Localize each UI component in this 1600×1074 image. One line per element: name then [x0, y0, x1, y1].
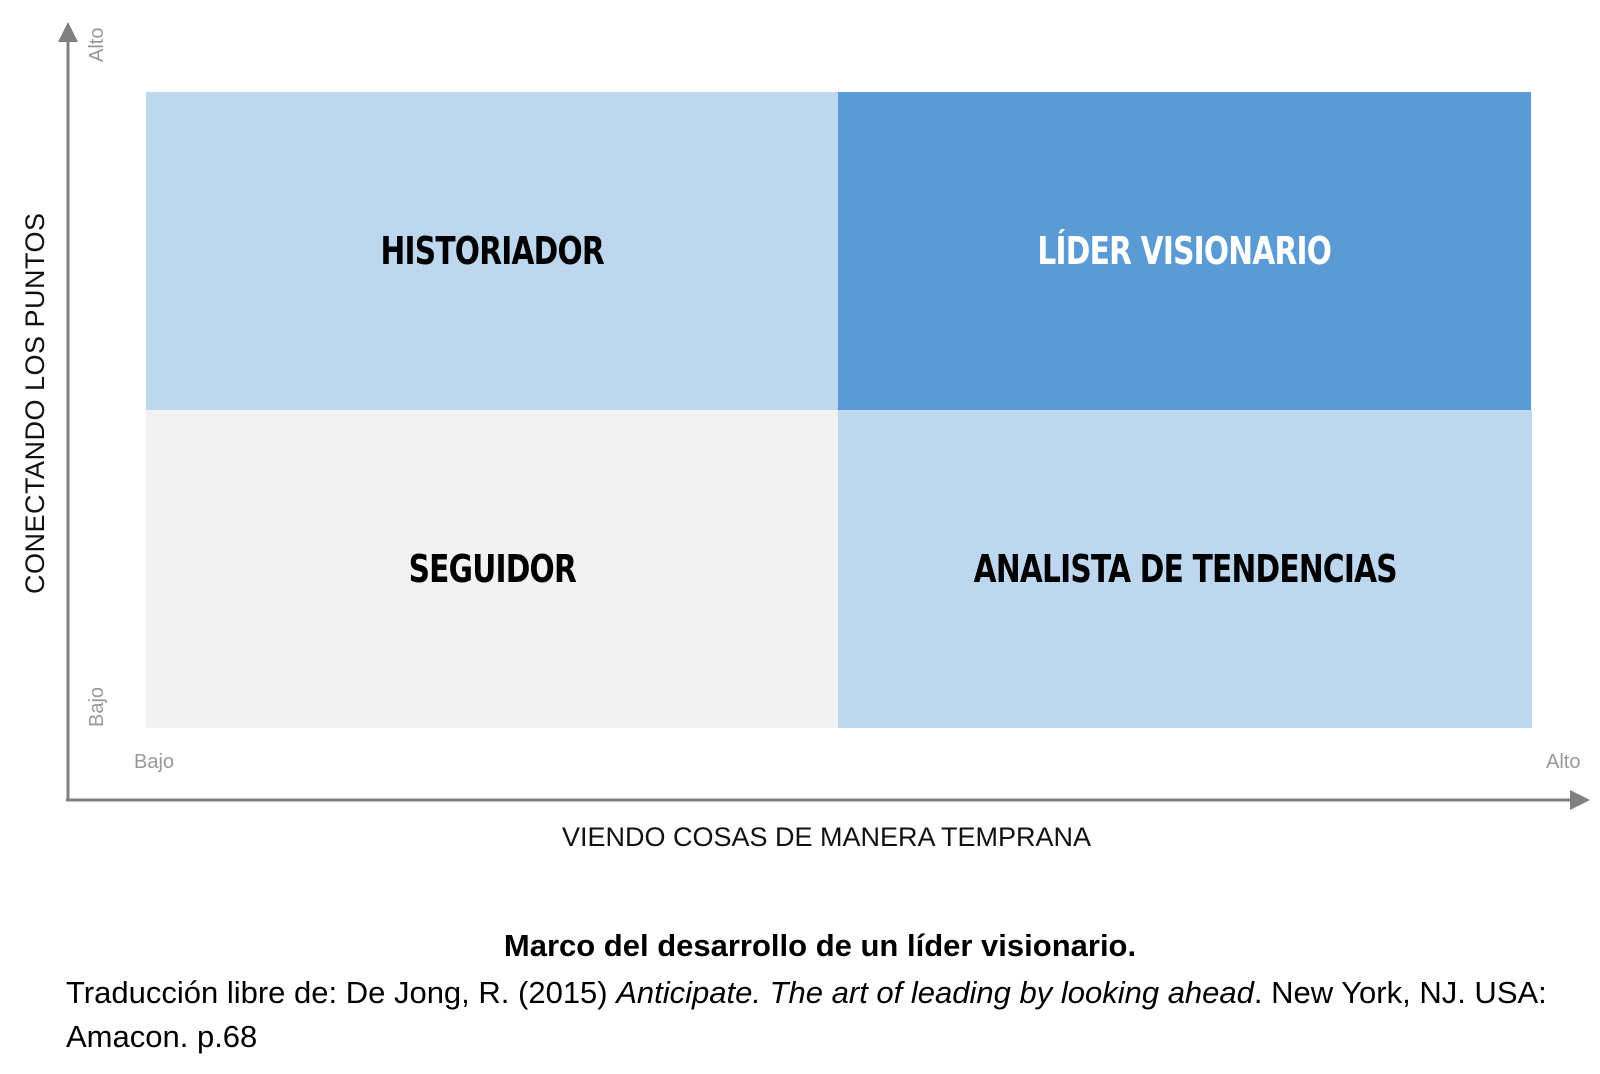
caption-title: Marco del desarrollo de un líder visionario.: [503, 928, 1137, 963]
caption-source-book: Anticipate. The art of leading by looking ahead: [616, 975, 1254, 1010]
caption-source-prefix: Traducción libre de: De Jong, R. (2015): [66, 975, 617, 1010]
quadrant-historiador: [146, 92, 838, 410]
quadrant-label-analista-de-tendencias: ANALISTA DE TENDENCIAS: [973, 547, 1397, 591]
y-axis-title: CONECTANDO LOS PUNTOS: [20, 212, 50, 594]
caption-source-suffix: . New York, NJ. USA: Amacon. p.68: [66, 975, 1547, 1054]
x-axis-arrow: [1570, 790, 1590, 810]
quadrant-seguidor: [146, 410, 838, 728]
quadrant-label-historiador: HISTORIADOR: [380, 229, 604, 273]
y-axis-high-label: Alto: [86, 27, 108, 62]
x-axis-high-label: Alto: [1546, 751, 1581, 773]
caption-source: [66, 971, 1566, 1059]
quadrant-label-seguidor: SEGUIDOR: [408, 547, 576, 591]
quadrant-lider-visionario: [838, 92, 1531, 410]
y-axis-low-label: Bajo: [86, 686, 108, 727]
x-axis-low-label: Bajo: [134, 751, 175, 773]
y-axis-arrow: [58, 22, 78, 42]
quadrant-analista-de-tendencias: [838, 410, 1532, 728]
quadrant-label-lider-visionario: LÍDER VISIONARIO: [1037, 229, 1332, 273]
x-axis-title: VIENDO COSAS DE MANERA TEMPRANA: [561, 822, 1092, 852]
